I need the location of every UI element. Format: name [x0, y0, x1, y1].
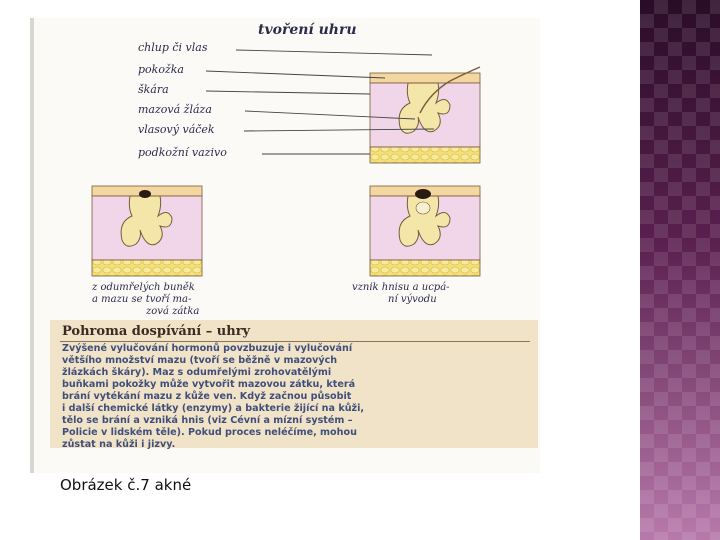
- slide-caption: Obrázek č.7 akné: [60, 476, 192, 494]
- info-box-title: Pohroma dospívání – uhry: [62, 324, 251, 339]
- info-line: brání vytékání mazu z kůže ven. Když začnou působit: [62, 391, 352, 402]
- label-epidermis: pokožka: [138, 63, 184, 76]
- stage-caption-plug-line-3: zová zátka: [146, 306, 200, 317]
- label-hair: chlup či vlas: [138, 41, 208, 54]
- stage-caption-pus-line-1: vznik hnisu a ucpá-: [352, 282, 450, 293]
- info-box-divider: [60, 341, 530, 342]
- label-hair-follicle: vlasový váček: [138, 123, 215, 136]
- stage-caption-plug-line-2: a mazu se tvoří ma-: [92, 294, 192, 305]
- stage-caption-plug-line-1: z odumřelých buněk: [92, 282, 195, 293]
- info-line: Zvýšené vylučování hormonů povzbuzuje i vylučování: [62, 343, 353, 354]
- info-line: většího množství mazu (tvoří se běžně v mazových: [62, 355, 338, 366]
- acne-illustration: [30, 18, 540, 473]
- info-box-body: [62, 343, 522, 451]
- label-dermis: škára: [138, 83, 169, 96]
- skin-diagram: [30, 18, 540, 318]
- info-line: Policie v lidském těle). Pokud proces neléčíme, mohou: [62, 427, 357, 438]
- skin-stage-plug: [92, 186, 202, 276]
- diagram-title: tvoření uhru: [258, 22, 357, 38]
- info-box: [50, 320, 538, 448]
- stage-caption-pus-line-2: ní vývodu: [388, 294, 437, 305]
- info-line: buňkami pokožky může vytvořit mazovou zátku, která: [62, 379, 356, 390]
- info-line: zůstat na kůži i jizvy.: [62, 439, 176, 450]
- info-line: tělo se brání a vzniká hnis (viz Cévní a mízní systém –: [62, 415, 353, 426]
- label-subcutis: podkožní vazivo: [138, 146, 227, 159]
- info-line: žlázkách škáry). Maz s odumřelými zrohovatělými: [62, 367, 332, 378]
- skin-stage-normal: [370, 67, 480, 163]
- label-sebaceous-gland: mazová žláza: [138, 103, 212, 116]
- info-line: i další chemické látky (enzymy) a bakterie žijící na kůži,: [62, 403, 365, 414]
- skin-stage-pus: [370, 186, 480, 276]
- decorative-side-band: [640, 0, 720, 540]
